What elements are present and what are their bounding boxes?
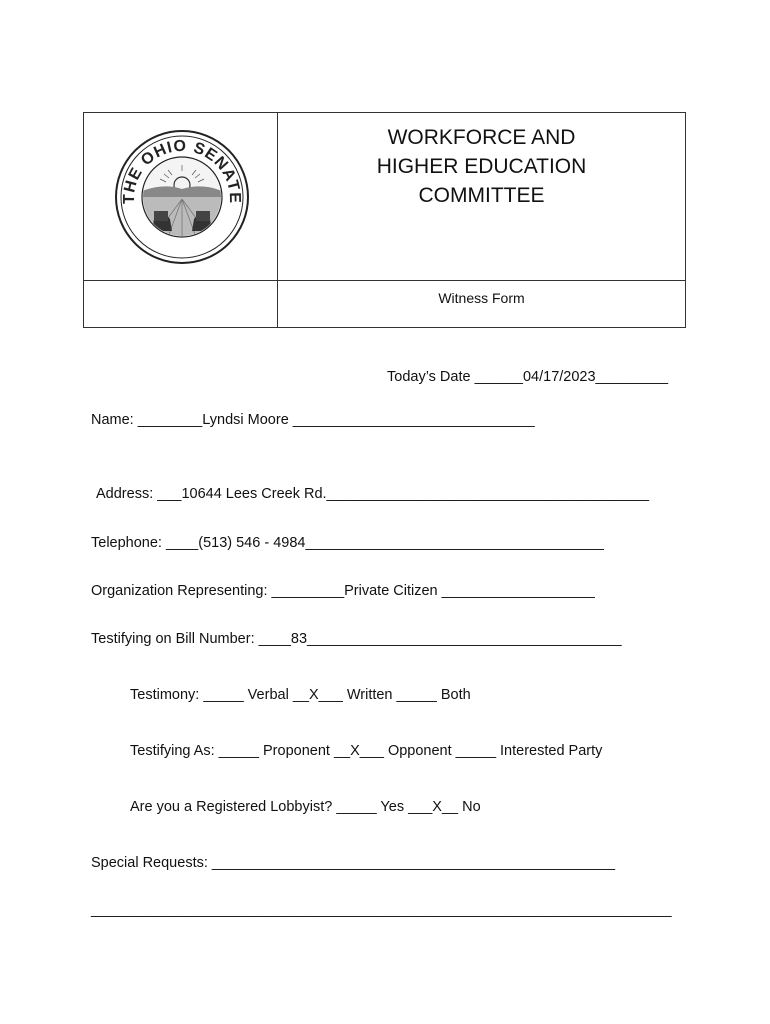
organization-line: Organization Representing: _________Private Citizen ___________________ [91, 583, 595, 599]
svg-text:THE OHIO SENATE: THE OHIO SENATE [120, 137, 244, 205]
address-line: Address: ___10644 Lees Creek Rd.________________________________________ [96, 486, 650, 502]
committee-title-cell [278, 113, 685, 281]
lobbyist-line: Are you a Registered Lobbyist? _____ Yes ___X__ No [130, 799, 481, 815]
testimony-line: Testimony: _____ Verbal __X___ Written _____ Both [130, 687, 471, 703]
form-label-cell [278, 281, 685, 327]
committee-title: WORKFORCE AND HIGHER EDUCATION COMMITTEE [376, 126, 587, 207]
ohio-senate-seal-icon [114, 127, 250, 265]
bill-number-line: Testifying on Bill Number: ____83_______________________________________ [91, 631, 622, 647]
special-requests-line: Special Requests: __________________________________________________ [91, 855, 616, 871]
telephone-line: Telephone: ____(513) 546 - 4984_____________________________________ [91, 535, 604, 551]
form-label: Witness Form [438, 290, 525, 306]
testifying-as-line: Testifying As: _____ Proponent __X___ Opponent _____ Interested Party [130, 743, 603, 759]
blank-line: ________________________________________________________________________ [91, 902, 672, 918]
header-table [83, 112, 686, 328]
date-line: Today’s Date ______04/17/2023_________ [387, 369, 669, 385]
blank-cell [84, 281, 278, 327]
name-line: Name: ________Lyndsi Moore ______________________________ [91, 412, 535, 428]
seal-cell [84, 113, 278, 281]
